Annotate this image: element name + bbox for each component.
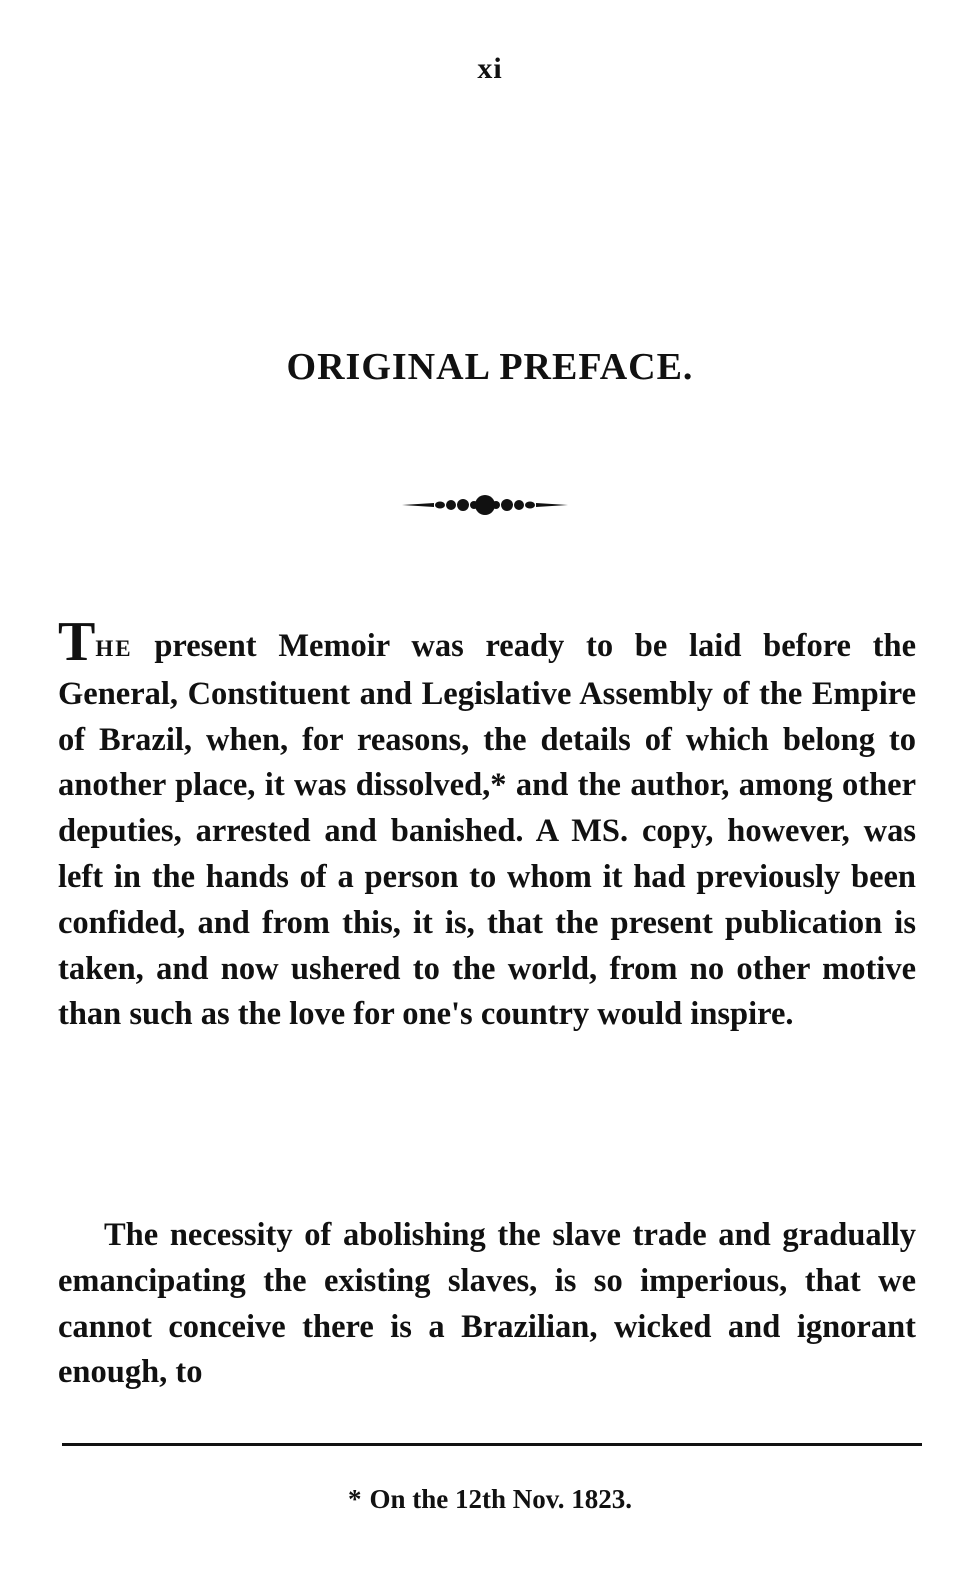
page-number: xi bbox=[477, 52, 503, 85]
paragraph-2-text: The necessity of abolishing the slave trade and gradually emancipating the existing slaves, is so imperious, that we cannot conceive there is a Brazilian, wicked and ignorant enough, to bbox=[58, 1217, 916, 1391]
footnote-mark: * bbox=[347, 1484, 362, 1514]
preface-paragraph-1 bbox=[58, 611, 916, 1038]
preface-paragraph-2 bbox=[58, 1213, 916, 1396]
paragraph-1-text: present Memoir was ready to be laid before the General, Constituent and Legislative Assembly of the Empire of Brazil, when, for reasons, the details of which belong to another place, it was dissolved,* and the author, among other deputies, arrested and banished. A MS. copy, however, was left in the hands of a person to whom it had previously been confided, and from this, it is, that the present publication is taken, and now ushered to the world, from no other motive than such as the love for one's country would inspire. bbox=[58, 628, 916, 1033]
footnote-text: On the 12th Nov. 1823. bbox=[369, 1484, 633, 1514]
page-title: ORIGINAL PREFACE. bbox=[286, 346, 694, 388]
footnote bbox=[0, 1484, 980, 1515]
small-caps-lead: HE bbox=[95, 636, 133, 661]
ornament-divider bbox=[400, 490, 570, 520]
drop-cap: T bbox=[58, 611, 96, 673]
footnote-rule bbox=[62, 1443, 922, 1446]
